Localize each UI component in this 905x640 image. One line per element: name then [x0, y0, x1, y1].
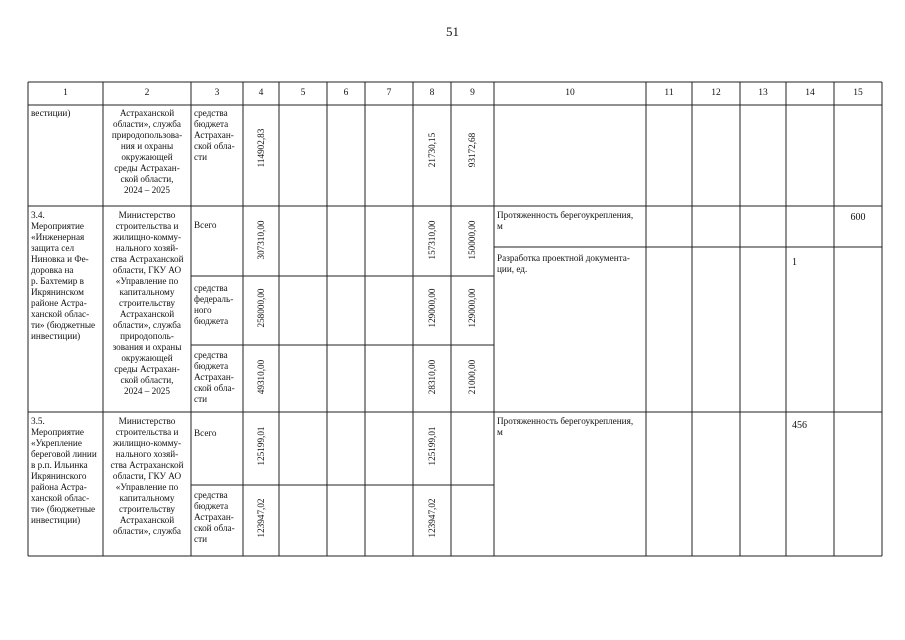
measure-3-5-regional-col4: 123947,02 [256, 498, 266, 538]
measure-3-4-executor: Министерство строительства и жилищно-комму- нального хозяй- ства Астраханской области, ГКУ АО «Управление по капитальному строительству Астраханской области», служба природополь- зования и охраны окружающей среды Астрахан- ской области, 2024 – 2025 [110, 210, 184, 396]
col-header-5: 5 [300, 88, 306, 98]
col-header-4: 4 [258, 88, 264, 98]
col-header-10: 10 [565, 88, 575, 98]
measure-3-4-indicator-1-col15: 600 [850, 212, 866, 223]
col-header-11: 11 [664, 88, 674, 98]
measure-3-4-name: 3.4. Мероприятие «Инженерная защита сел Ниновка и Фе- доровка на р. Бахтемир в Икрянинском районе Астра- ханской облас- ти» (бюджетные инвестиции) [31, 210, 96, 341]
measure-3-4-federal-col9: 129000,00 [467, 288, 477, 328]
measure-3-4-total-col9: 150000,00 [467, 220, 477, 260]
col-header-15: 15 [853, 88, 863, 98]
col-header-8: 8 [429, 88, 435, 98]
col-header-7: 7 [386, 88, 392, 98]
measure-3-4-total-col8: 157310,00 [427, 220, 437, 260]
measure-3-4-regional-col4: 49310,00 [256, 359, 266, 395]
cont-col8-value: 21730,15 [427, 132, 437, 168]
measure-3-5-regional-col8: 123947,02 [427, 498, 437, 538]
measure-3-5-source-regional: средства бюджета Астрахан- ской обла- сти [194, 490, 235, 544]
col-header-1: 1 [63, 88, 68, 98]
col-header-9: 9 [470, 88, 475, 98]
col-header-13: 13 [758, 88, 768, 98]
measure-3-5-total-col4: 125199,01 [256, 426, 266, 466]
col-header-6: 6 [343, 88, 349, 98]
cont-col4-value: 114902,83 [256, 128, 266, 168]
col-header-3: 3 [214, 88, 220, 98]
measure-3-4-source-federal: средства федераль- ного бюджета [194, 283, 234, 326]
measure-3-5-source-total: Всего [194, 428, 217, 438]
measure-3-4-regional-col9: 21000,00 [467, 359, 477, 395]
col-header-2: 2 [144, 88, 150, 98]
cont-executor: Астраханской области», служба природопользова- ния и охраны окружающей среды Астрахан- ской области, 2024 – 2025 [111, 108, 183, 195]
cont-measure-name: вестиции) [31, 108, 71, 118]
measure-3-5-indicator-1: Протяженность берегоукрепления, м [497, 416, 634, 437]
measure-3-4-source-total: Всего [194, 220, 217, 230]
measure-3-4-federal-col8: 129000,00 [427, 288, 437, 328]
measure-3-4-federal-col4: 258000,00 [256, 288, 266, 328]
measure-3-4-source-regional: средства бюджета Астрахан- ской обла- сти [194, 350, 235, 404]
measure-3-5-name: 3.5. Мероприятие «Укрепление береговой линии в р.п. Ильинка Икрянинского района Астра- ханской облас- ти» (бюджетные инвестиции) [31, 416, 97, 525]
measure-3-4-indicator-2-col14: 1 [792, 257, 797, 268]
measure-3-4-indicator-2: Разработка проектной документа- ции, ед. [497, 253, 630, 274]
measure-3-4-indicator-1: Протяженность берегоукрепления, м [497, 210, 634, 231]
measure-3-5-executor: Министерство строительства и жилищно-комму- нального хозяй- ства Астраханской области, ГКУ АО «Управление по капитальному строительству Астраханской области», служба [110, 416, 184, 536]
measure-3-5-total-col8: 125199,01 [427, 426, 437, 466]
measure-3-4-regional-col8: 28310,00 [427, 359, 437, 395]
page-number: 51 [446, 24, 459, 39]
col-header-14: 14 [805, 88, 815, 98]
cont-col9-value: 93172,68 [467, 132, 477, 168]
col-header-12: 12 [711, 88, 721, 98]
measure-3-5-indicator-1-col14: 456 [792, 420, 807, 431]
measure-3-4-total-col4: 307310,00 [256, 220, 266, 260]
cont-source: средства бюджета Астрахан- ской обла- сти [194, 108, 235, 162]
